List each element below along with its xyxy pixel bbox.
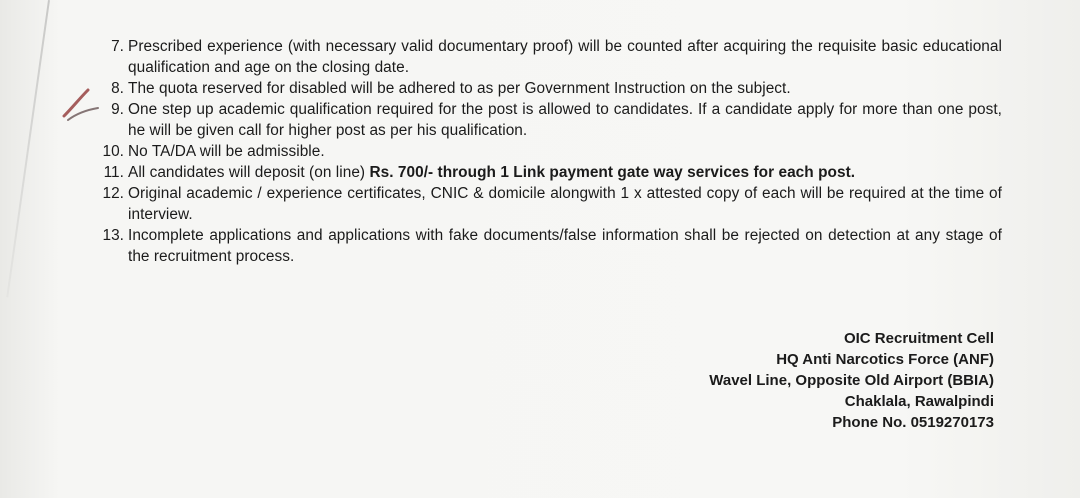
list-item bbox=[92, 183, 1002, 225]
item-number: 8. bbox=[111, 80, 124, 97]
signature-city: Chaklala, Rawalpindi bbox=[844, 393, 994, 410]
list-item bbox=[92, 99, 1002, 141]
item-number: 11. bbox=[103, 164, 124, 181]
item-text: No TA/DA will be admissible. bbox=[128, 143, 325, 160]
signature-office: OIC Recruitment Cell bbox=[843, 330, 994, 347]
item-number: 12. bbox=[102, 185, 124, 202]
item-text-regular: All candidates will deposit (on line) bbox=[128, 164, 370, 181]
item-text-fee: Rs. 700/- through 1 Link payment gate way services for each post. bbox=[369, 164, 856, 181]
paper-fold-mark bbox=[6, 0, 50, 297]
item-number: 13. bbox=[102, 227, 124, 244]
item-text: Prescribed experience (with necessary valid documentary proof) will be counted after acquiring the requisite basic educational qualification and age on the closing date. bbox=[128, 38, 1002, 76]
item-text: Incomplete applications and applications with fake documents/false information shall be rejected on detection at any stage of the recruitment process. bbox=[128, 227, 1002, 265]
signature-block bbox=[709, 328, 994, 433]
signature-phone: Phone No. 0519270173 bbox=[832, 414, 994, 431]
list-item bbox=[92, 36, 1002, 78]
item-text: The quota reserved for disabled will be adhered to as per Government Instruction on the subject. bbox=[128, 80, 791, 97]
list-item bbox=[92, 162, 1002, 183]
conditions-list bbox=[92, 36, 1002, 267]
item-text: Original academic / experience certificates, CNIC & domicile alongwith 1 x attested copy of each will be required at the time of interview. bbox=[128, 185, 1002, 223]
item-text bbox=[128, 162, 1002, 183]
list-item bbox=[92, 141, 1002, 162]
list-item bbox=[92, 78, 1002, 99]
item-number: 10. bbox=[102, 143, 124, 160]
item-number: 9. bbox=[111, 101, 124, 118]
list-item bbox=[92, 225, 1002, 267]
item-text: One step up academic qualification required for the post is allowed to candidates. If a candidate apply for more than one post, he will be given call for higher post as per his qualification. bbox=[128, 101, 1002, 139]
signature-address: Wavel Line, Opposite Old Airport (BBIA) bbox=[709, 372, 994, 389]
item-number: 7. bbox=[111, 38, 124, 55]
signature-organization: HQ Anti Narcotics Force (ANF) bbox=[776, 351, 994, 368]
